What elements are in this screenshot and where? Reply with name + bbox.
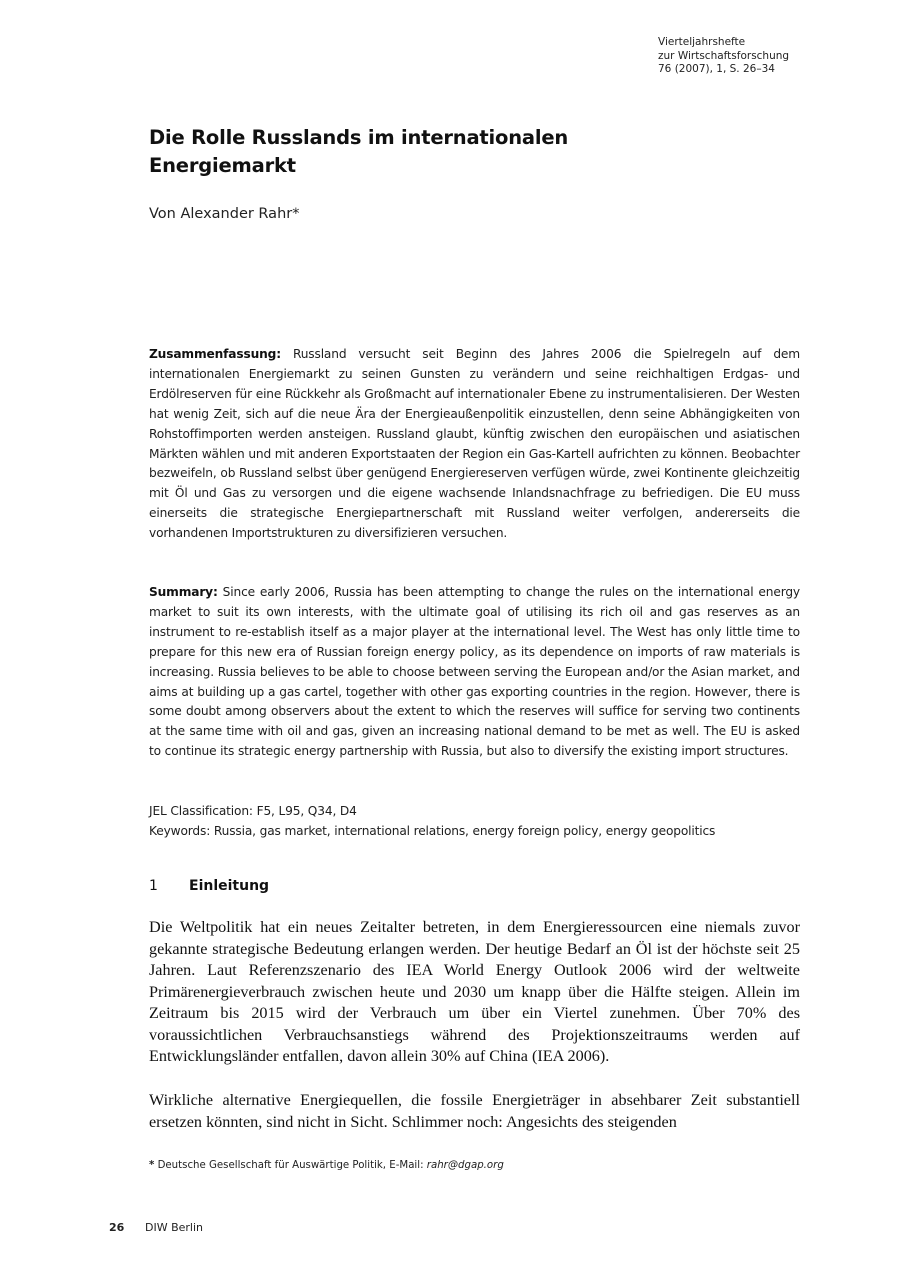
- classification-block: [149, 802, 800, 842]
- footnote: [149, 1159, 800, 1173]
- body-paragraph-2: Wirkliche alternative Energiequellen, die fossile Energieträger in absehbarer Zeit substantiell ersetzen könnten, sind nicht in Sicht. Schlimmer noch: Angesichts des steigenden: [149, 1091, 800, 1131]
- journal-name-line2: zur Wirtschaftsforschung: [658, 49, 790, 62]
- keywords: Keywords: Russia, gas market, international relations, energy foreign policy, energy geopolitics: [149, 823, 716, 838]
- footnote-text: Deutsche Gesellschaft für Auswärtige Politik, E-Mail:: [154, 1160, 427, 1171]
- body-paragraph-1: Die Weltpolitik hat ein neues Zeitalter betreten, in dem Energieressourcen eine niemals zuvor gekannte strategische Bedeutung erlangen werden. Der heutige Bedarf an Öl ist der höchste seit 25 Jahren. Laut Referenzszenario des IEA World Energy Outlook 2006 wird der weltweite Primärenergieverbrauch zwischen heute und 2030 um knapp über die Hälfte steigen. Allein im Zeitraum bis 2015 wird der Verbrauch um über ein Viertel zunehmen. Über 70% des voraussichtlichen Verbrauchsanstiegs während des Projektionszeitraums werden auf Entwicklungsländer entfallen, davon allein 30% auf China (IEA 2006).: [149, 918, 800, 1065]
- page-footer: [109, 1221, 203, 1235]
- journal-name-line1: Vierteljahrshefte: [658, 36, 746, 48]
- abstract-german-label: Zusammenfassung:: [149, 347, 281, 361]
- section-number: 1: [149, 878, 158, 894]
- abstract-german-text: Russland versucht seit Beginn des Jahres 2006 die Spielregeln auf dem internationalen Energiemarkt zu seinen Gunsten zu verändern und seine reichhaltigen Erdgas- und Erdölreserven für eine Rückkehr als Großmacht auf internationaler Ebene zu instrumentalisieren. Der Westen hat wenig Zeit, sich auf die neue Ära der Energieaußenpolitik einzustellen, denn seine Abhängigkeiten von Rohstoffimporten werden ansteigen. Russland glaubt, künftig zwischen den europäischen und asiatischen Märkten wählen und mit anderen Exportstaaten der Region ein Gas-Kartell aufrichten zu können. Beobachter bezweifeln, ob Russland selbst über genügend Energiereserven verfügen würde, zwei Kontinente gleichzeitig mit Öl und Gas zu versorgen und die eigene wachsende Inlandsnachfrage zu befriedigen. Die EU muss einerseits die strategische Energiepartnerschaft mit Russland weiter verfolgen, andererseits die vorhandenen Importstrukturen zu diversifizieren versuchen.: [149, 347, 800, 541]
- article-title: Die Rolle Russlands im internationalen Energiemarkt: [149, 126, 569, 177]
- section-title: Einleitung: [189, 878, 270, 894]
- abstract-english-text: Since early 2006, Russia has been attempting to change the rules on the international energy market to suit its own interests, with the ultimate goal of utilising its rich oil and gas reserves as an instrument to re-establish itself as a major player at the international level. The West has only little time to prepare for this new era of Russian foreign energy policy, as its dependence on imports of raw materials is increasing. Russia believes to be able to choose between serving the European and/or the Asian market, and aims at building up a gas cartel, together with other gas exporting countries in the region. However, there is some doubt among observers about the extent to which the reserves will suffice for serving two continents at the same time with oil and gas, given an increasing national demand to be met as well. The EU is asked to continue its strategic energy partnership with Russia, but also to diversify the existing import structures.: [149, 585, 800, 759]
- journal-info: [658, 36, 858, 77]
- journal-issue: 76 (2007), 1, S. 26–34: [658, 63, 775, 75]
- abstract-english: [149, 583, 800, 762]
- footnote-email-link[interactable]: rahr@dgap.org: [426, 1160, 504, 1171]
- abstract-english-label: Summary:: [149, 585, 218, 599]
- abstract-german: [149, 345, 800, 544]
- page-number: 26: [109, 1221, 125, 1234]
- jel-classification: JEL Classification: F5, L95, Q34, D4: [149, 804, 357, 818]
- article-author: Von Alexander Rahr*: [149, 206, 300, 222]
- footnote-mark: *: [149, 1160, 155, 1171]
- publisher-name: DIW Berlin: [145, 1221, 204, 1234]
- section-heading: [149, 876, 269, 896]
